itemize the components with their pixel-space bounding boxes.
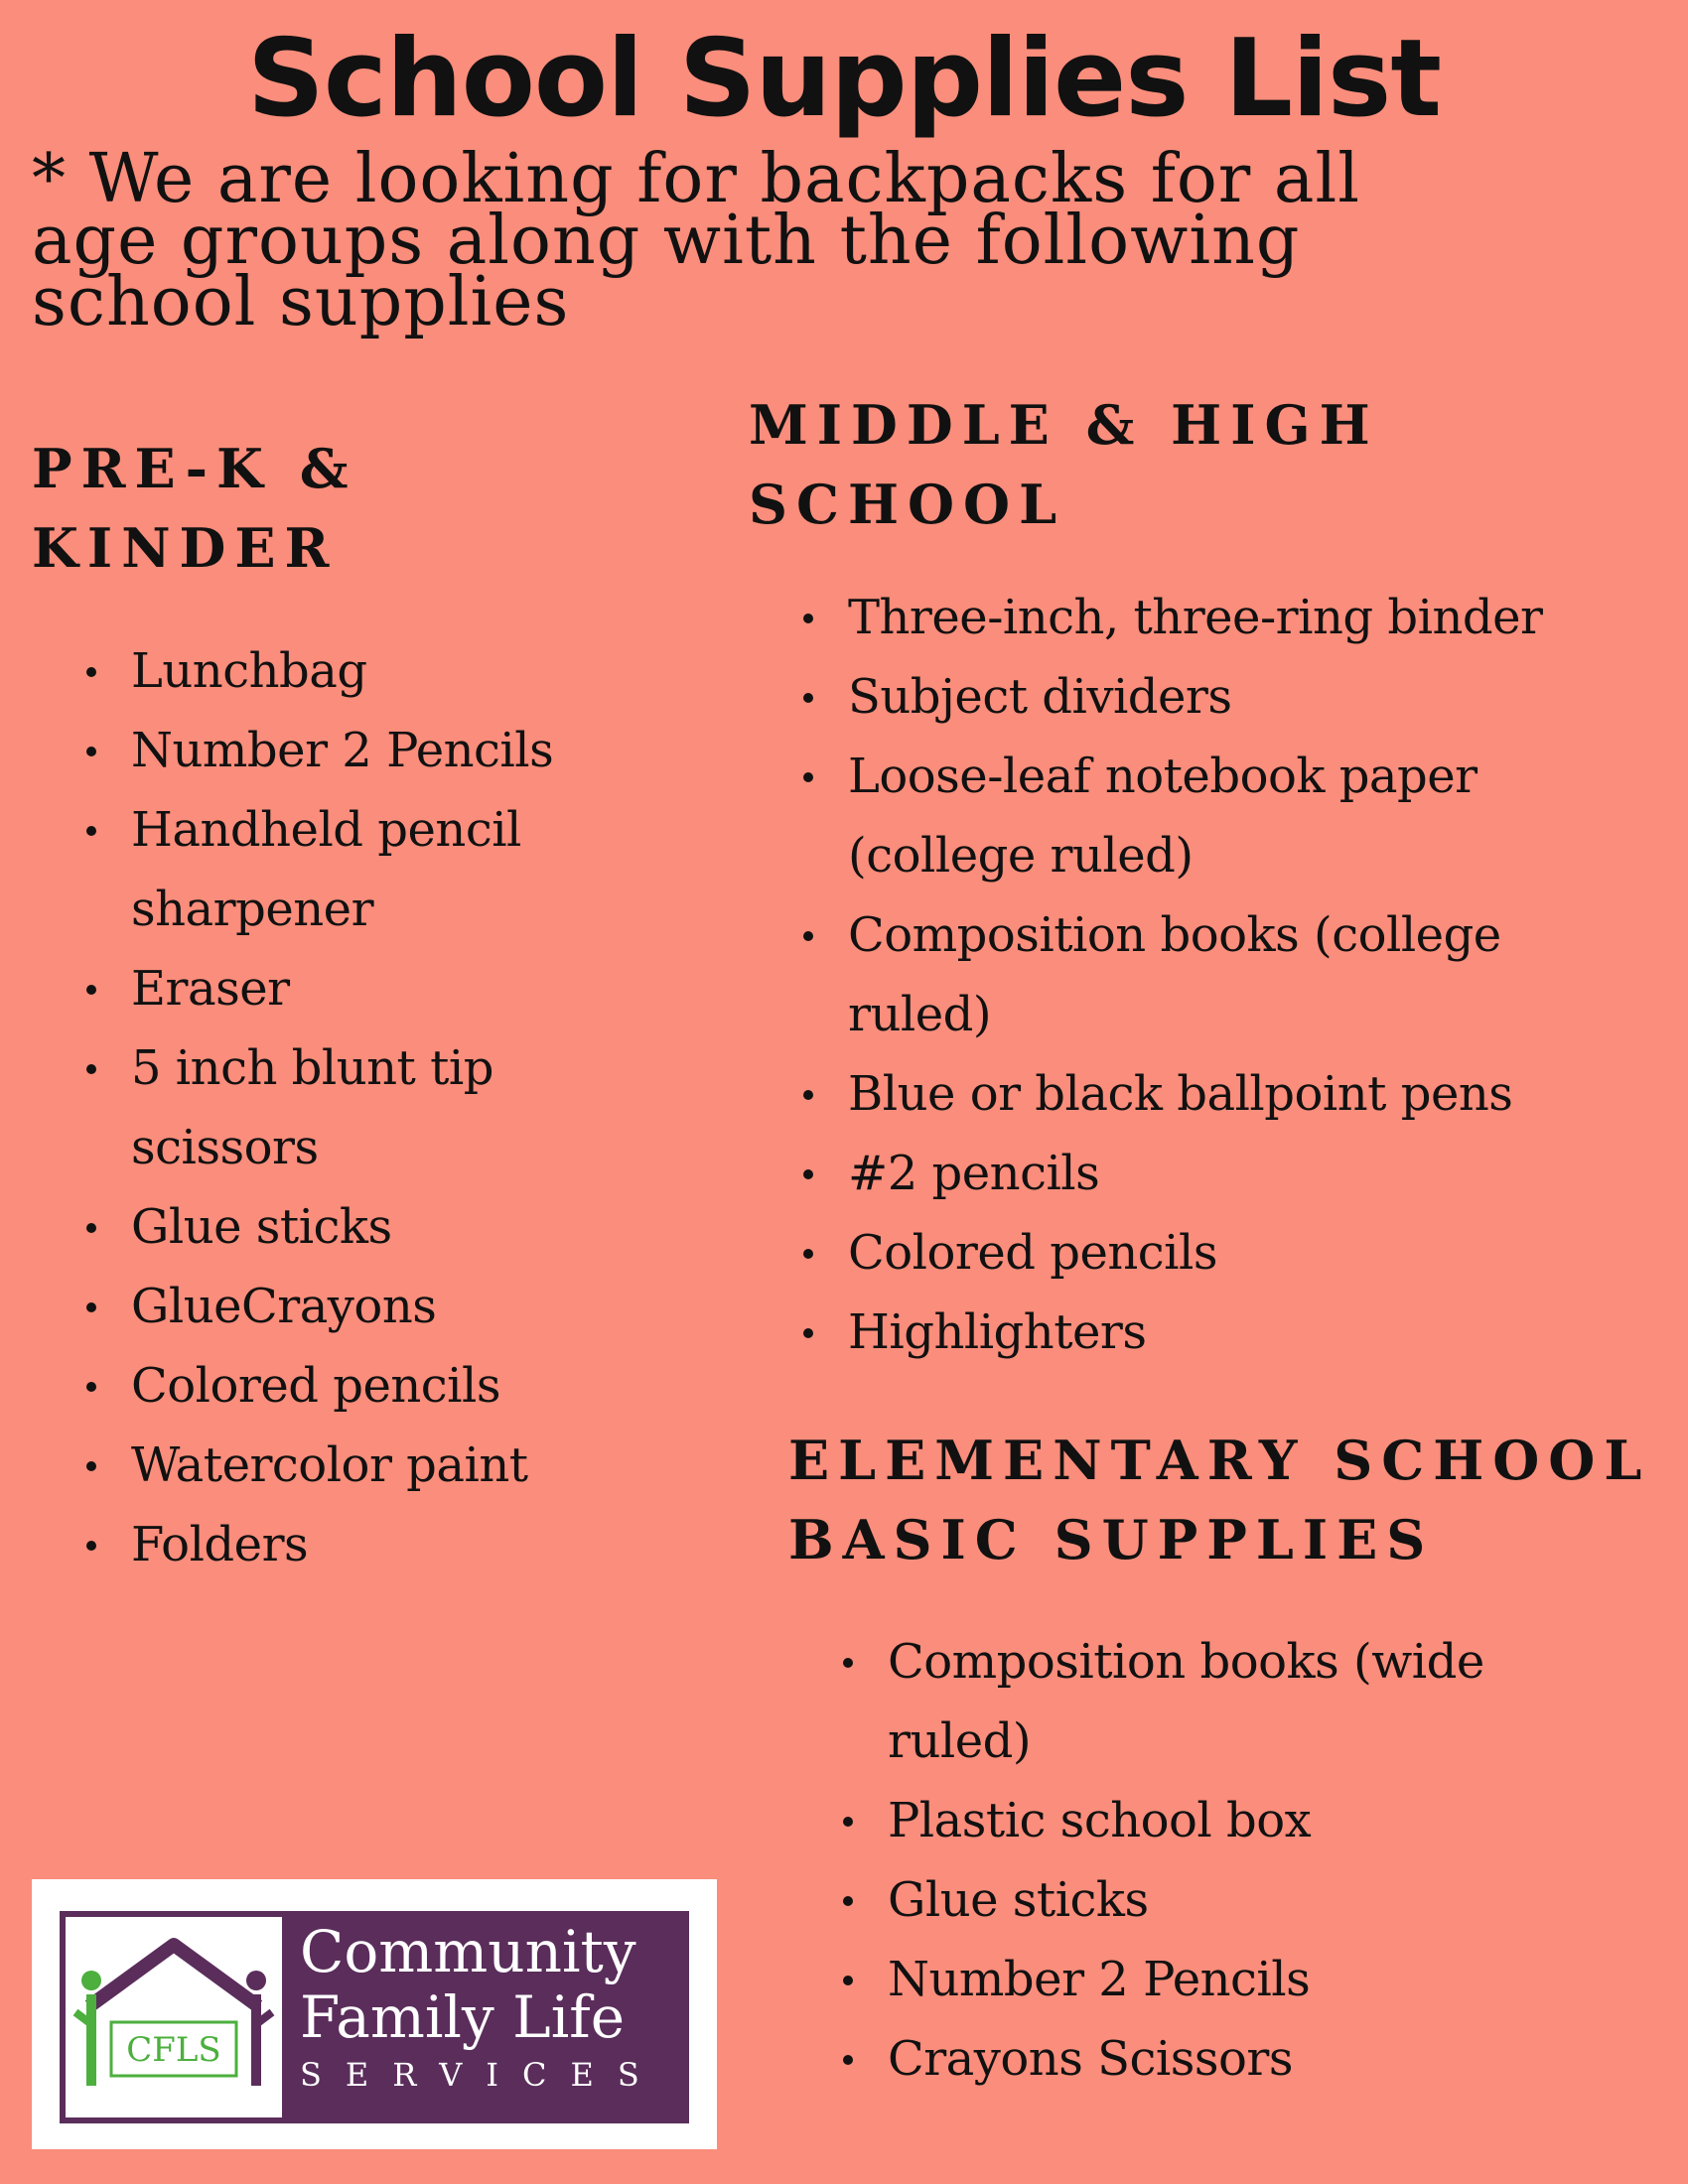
- logo-mark-text: CFLS: [126, 2030, 221, 2070]
- list-item: GlueCrayons: [32, 1267, 553, 1346]
- middle-high-list: [749, 578, 1542, 1372]
- list-item: Highlighters: [749, 1293, 1542, 1372]
- list-item: Composition books (wide: [788, 1622, 1484, 1702]
- list-item: 5 inch blunt tip: [32, 1028, 553, 1108]
- logo-line: Community: [300, 1918, 636, 1985]
- prek-heading-line: KINDER: [32, 516, 339, 580]
- intro-text: [32, 140, 1660, 341]
- intro-line: * We are looking for backpacks for all: [32, 140, 1360, 218]
- list-item-continued: (college ruled): [848, 828, 1194, 884]
- logo-panel: [60, 1911, 689, 2123]
- list-item: Crayons Scissors: [788, 2019, 1484, 2099]
- list-item: Plastic school box: [788, 1781, 1484, 1860]
- list-item-continued: scissors: [131, 1120, 319, 1175]
- logo-line: SERVICES: [300, 2056, 663, 2094]
- prek-heading: [32, 429, 357, 588]
- list-item: Composition books (college: [749, 895, 1542, 975]
- middle-high-heading-line: SCHOOL: [749, 473, 1066, 536]
- intro-line: age groups along with the following: [32, 202, 1301, 280]
- middle-high-heading-line: MIDDLE & HIGH: [749, 393, 1379, 457]
- elementary-heading-line: BASIC SUPPLIES: [788, 1508, 1435, 1571]
- elementary-list: [788, 1622, 1484, 2099]
- middle-high-heading: [749, 385, 1379, 544]
- list-item: Colored pencils: [749, 1213, 1542, 1293]
- list-item: Glue sticks: [788, 1860, 1484, 1940]
- logo-text: [300, 1919, 663, 2100]
- list-item: Blue or black ballpoint pens: [749, 1054, 1542, 1134]
- list-item: Eraser: [32, 949, 553, 1028]
- list-item: Glue sticks: [32, 1187, 553, 1267]
- house-people-icon: [66, 1917, 282, 2117]
- list-item: Handheld pencil: [32, 790, 553, 870]
- list-item-continued: ruled): [888, 1713, 1032, 1769]
- list-item: Lunchbag: [32, 631, 553, 711]
- list-item: Number 2 Pencils: [788, 1940, 1484, 2019]
- list-item: #2 pencils: [749, 1134, 1542, 1213]
- elementary-heading-line: ELEMENTARY SCHOOL: [788, 1429, 1651, 1492]
- logo-line: Family Life: [300, 1983, 626, 2051]
- list-item-continued: ruled): [848, 987, 992, 1042]
- prek-list: [32, 631, 553, 1584]
- list-item: Folders: [32, 1505, 553, 1584]
- prek-heading-line: PRE-K &: [32, 437, 357, 500]
- list-item: Loose-leaf notebook paper: [749, 737, 1542, 816]
- list-item: Number 2 Pencils: [32, 711, 553, 790]
- cfls-logo: [32, 1879, 717, 2149]
- list-item: Subject dividers: [749, 657, 1542, 737]
- elementary-heading: [788, 1421, 1650, 1579]
- page-title: School Supplies List: [247, 17, 1441, 141]
- list-item: Colored pencils: [32, 1346, 553, 1426]
- list-item: Watercolor paint: [32, 1426, 553, 1505]
- list-item-continued: sharpener: [131, 882, 374, 937]
- list-item: Three-inch, three-ring binder: [749, 578, 1542, 657]
- intro-line: school supplies: [32, 263, 570, 341]
